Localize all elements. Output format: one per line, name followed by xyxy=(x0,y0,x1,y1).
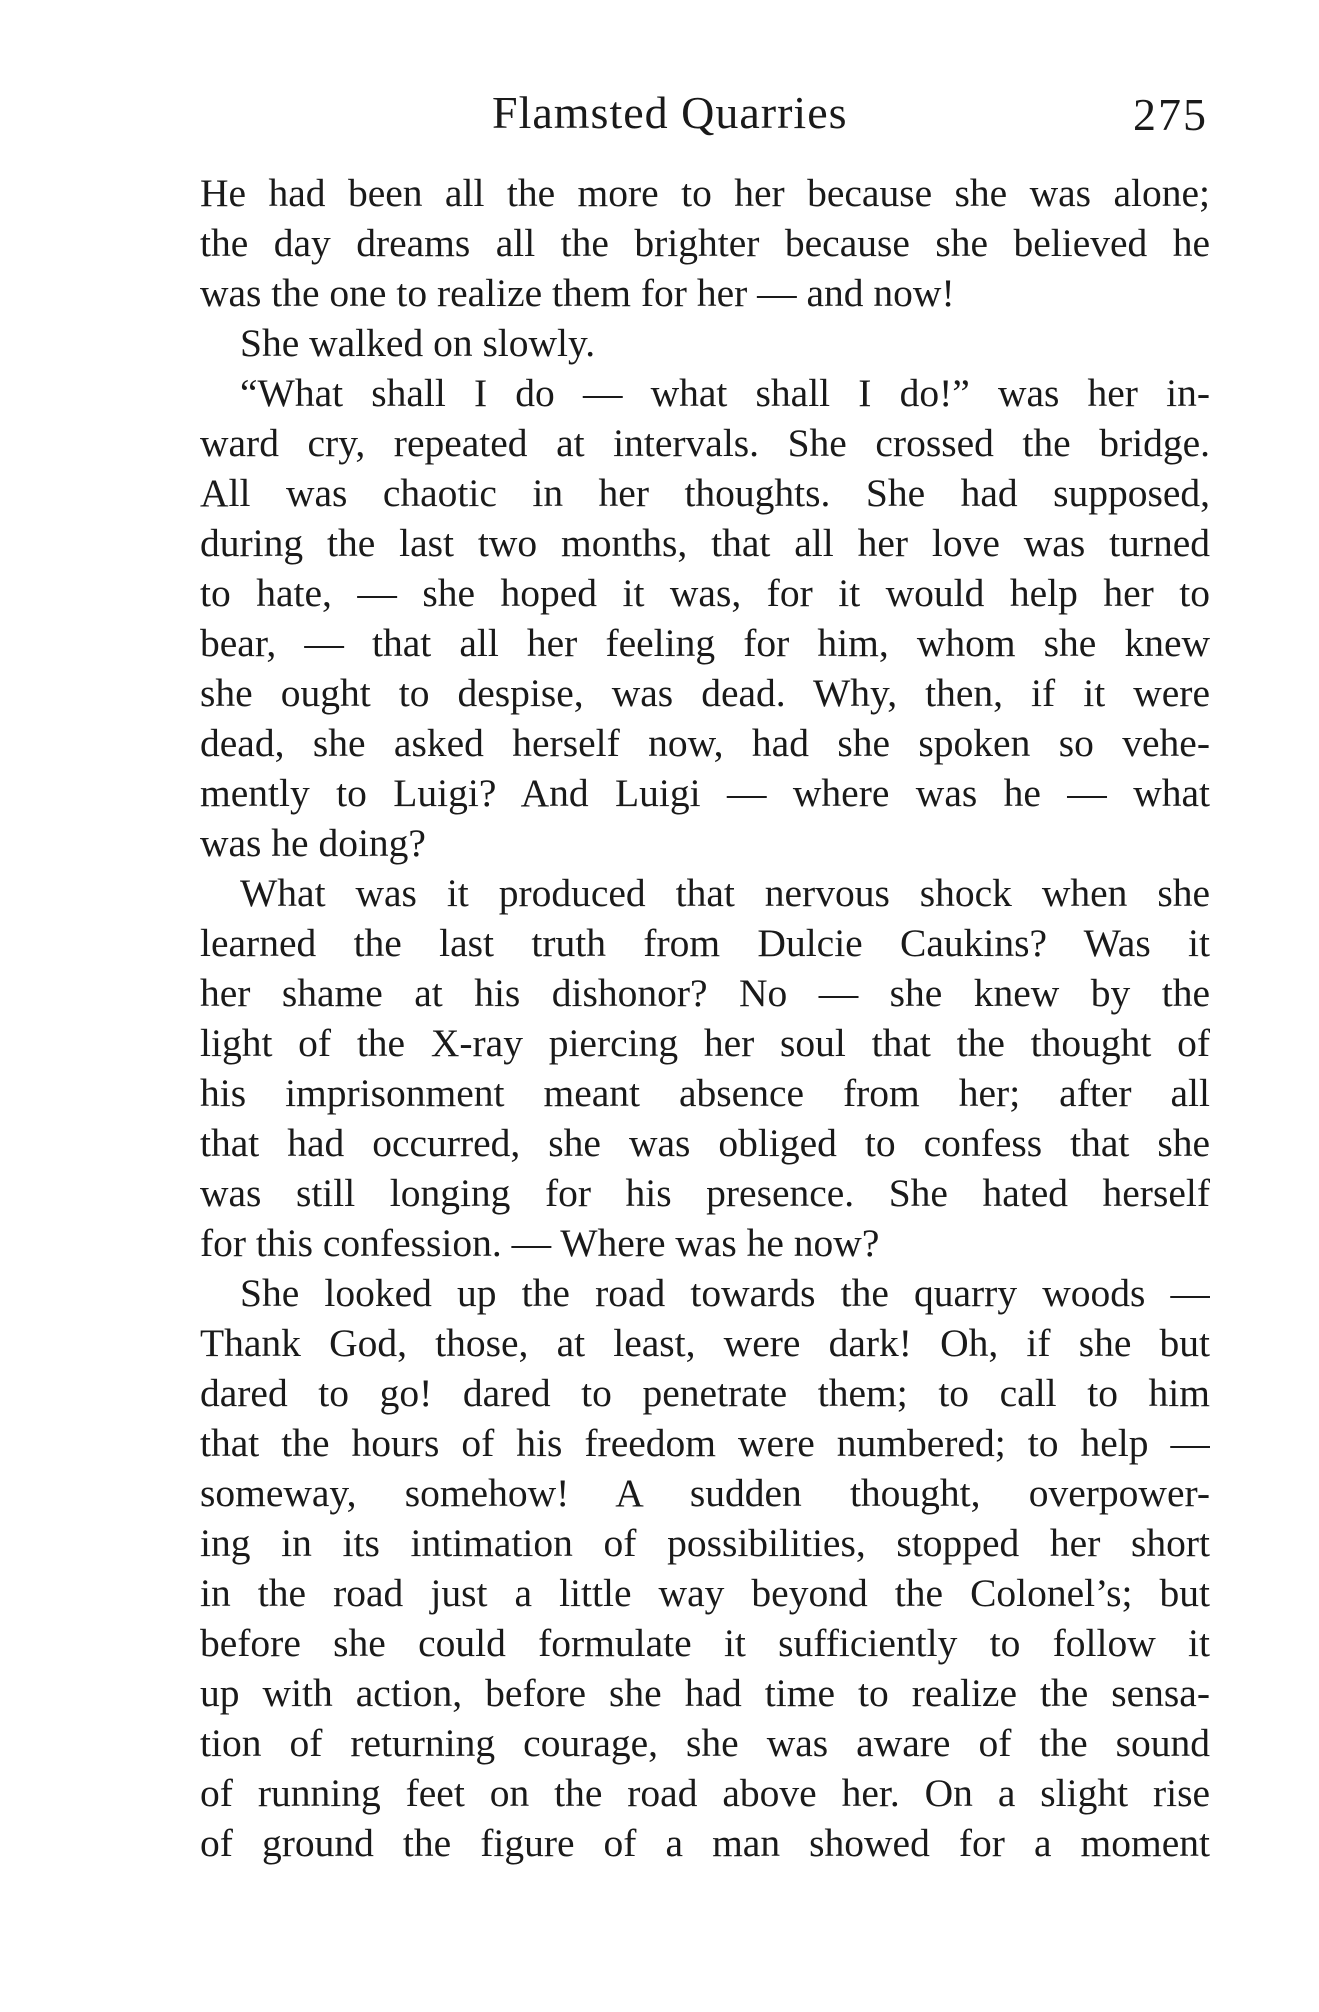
text-line: tion of returning courage, she was aware of the sound xyxy=(200,1721,1210,1765)
text-line: for this confession. — Where was he now? xyxy=(200,1221,880,1265)
text-line: learned the last truth from Dulcie Caukins? Was it xyxy=(200,921,1210,965)
text-line: his imprisonment meant absence from her; after all xyxy=(200,1071,1210,1115)
text-line: her shame at his dishonor? No — she knew by the xyxy=(200,971,1210,1015)
text-line: dared to go! dared to penetrate them; to call to him xyxy=(200,1371,1210,1415)
text-line: was still longing for his presence. She hated herself xyxy=(200,1171,1210,1215)
text-line: was he doing? xyxy=(200,821,426,865)
text-line: She walked on slowly. xyxy=(240,321,596,365)
running-title: Flamsted Quarries xyxy=(492,87,848,138)
text-line: she ought to despise, was dead. Why, then, if it were xyxy=(200,671,1210,715)
body-text xyxy=(200,168,1210,1868)
text-line: mently to Luigi? And Luigi — where was he — what xyxy=(200,771,1210,815)
text-line: of running feet on the road above her. On a slight rise xyxy=(200,1771,1210,1815)
text-line: dead, she asked herself now, had she spoken so vehe- xyxy=(200,721,1210,765)
text-line: someway, somehow! A sudden thought, overpower- xyxy=(200,1471,1210,1515)
text-line: light of the X-ray piercing her soul that the thought of xyxy=(200,1021,1210,1065)
text-line: Thank God, those, at least, were dark! Oh, if she but xyxy=(200,1321,1210,1365)
page-header xyxy=(200,86,1240,158)
text-line: that had occurred, she was obliged to confess that she xyxy=(200,1121,1210,1165)
text-line: What was it produced that nervous shock when she xyxy=(240,871,1210,915)
page-number: 275 xyxy=(1133,89,1208,140)
text-line: ward cry, repeated at intervals. She crossed the bridge. xyxy=(200,421,1210,465)
text-line: bear, — that all her feeling for him, whom she knew xyxy=(200,621,1210,665)
text-line: was the one to realize them for her — and now! xyxy=(200,271,955,315)
text-line: He had been all the more to her because she was alone; xyxy=(200,171,1210,215)
text-line: the day dreams all the brighter because she believed he xyxy=(200,221,1210,265)
text-line: ing in its intimation of possibilities, stopped her short xyxy=(200,1521,1210,1565)
text-line: before she could formulate it sufficiently to follow it xyxy=(200,1621,1210,1665)
text-line: that the hours of his freedom were numbered; to help — xyxy=(200,1421,1210,1465)
text-line: She looked up the road towards the quarry woods — xyxy=(240,1271,1210,1315)
text-line: to hate, — she hoped it was, for it would help her to xyxy=(200,571,1210,615)
text-line: in the road just a little way beyond the Colonel’s; but xyxy=(200,1571,1210,1615)
text-line: All was chaotic in her thoughts. She had supposed, xyxy=(200,471,1210,515)
text-line: of ground the figure of a man showed for a moment xyxy=(200,1821,1210,1865)
text-line: up with action, before she had time to realize the sensa- xyxy=(200,1671,1210,1715)
text-line: “What shall I do — what shall I do!” was her in- xyxy=(240,371,1210,415)
text-line: during the last two months, that all her love was turned xyxy=(200,521,1210,565)
